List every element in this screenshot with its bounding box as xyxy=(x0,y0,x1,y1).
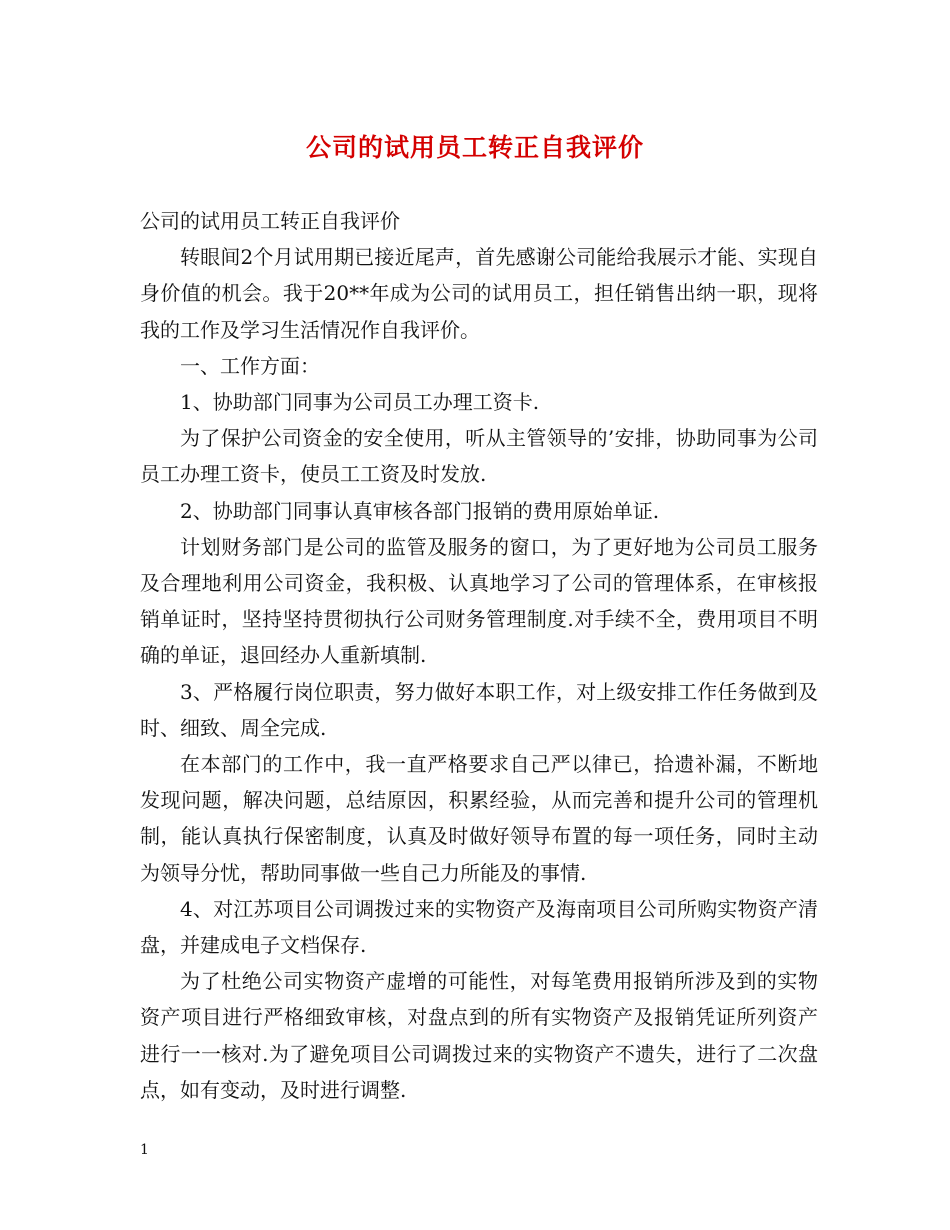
item-3-heading: 3、严格履行岗位职责，努力做好本职工作，对上级安排工作任务做到及时、细致、周全完成. xyxy=(140,679,818,740)
document-title: 公司的试用员工转正自我评价 xyxy=(305,133,644,162)
page-number: 1 xyxy=(140,1142,149,1158)
paragraph-intro: 转眼间2个月试用期已接近尾声，首先感谢公司能给我展示才能、实现自身价值的机会。我于20**年成为公司的试用员工，担任销售出纳一职，现将我的工作及学习生活情况作自我评价。 xyxy=(140,245,818,342)
item-1-body: 为了保护公司资金的安全使用，听从主管领导的’安排，协助同事为公司员工办理工资卡，使员工工资及时发放. xyxy=(140,426,818,487)
item-4-heading: 4、对江苏项目公司调拨过来的实物资产及海南项目公司所购实物资产清盘，并建成电子文档保存. xyxy=(140,896,818,958)
item-1-heading: 1、协助部门同事为公司员工办理工资卡. xyxy=(180,390,540,415)
item-2-heading: 2、协助部门同事认真审核各部门报销的费用原始单证. xyxy=(180,498,660,523)
document-subtitle: 公司的试用员工转正自我评价 xyxy=(140,209,400,233)
document-body xyxy=(140,203,818,1108)
item-4-body: 为了杜绝公司实物资产虚增的可能性，对每笔费用报销所涉及到的实物资产项目进行严格细致审核，对盘点到的所有实物资产及报销凭证所列资产进行一一核对.为了避免项目公司调拨过来的实物资产不遗失，进行了二次盘点，如有变动，及时进行调整. xyxy=(140,969,818,1102)
item-2-body: 计划财务部门是公司的监管及服务的窗口，为了更好地为公司员工服务及合理地利用公司资金，我积极、认真地学习了公司的管理体系，在审核报销单证时，坚持坚持贯彻执行公司财务管理制度.对手续不全，费用项目不明确的单证，退回经办人重新填制. xyxy=(140,534,818,668)
section-heading-work: 一、工作方面： xyxy=(180,353,320,378)
item-3-body: 在本部门的工作中，我一直严格要求自己严以律已，拾遗补漏，不断地发现问题，解决问题，总结原因，积累经验，从而完善和提升公司的管理机制，能认真执行保密制度，认真及时做好领导布置的每一项任务，同时主动为领导分忧，帮助同事做一些自己力所能及的事情. xyxy=(140,752,818,885)
